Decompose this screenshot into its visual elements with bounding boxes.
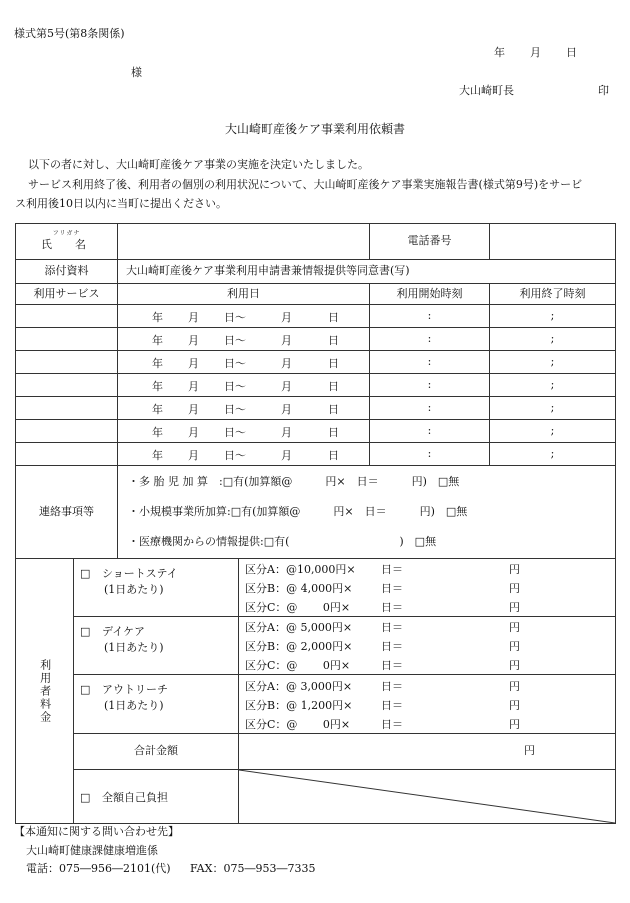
date-unit: 年 [152,334,163,347]
usage-row [16,374,616,397]
date-unit: 月 [281,426,292,439]
start-time-field[interactable]: : [370,443,490,466]
usage-row [16,328,616,351]
fee-row[interactable] [239,695,615,714]
date-unit: 月 [281,311,292,324]
fee-class: 区分B：@ 4,000円× [245,582,353,595]
fee-days: 日＝ [381,640,403,653]
contact-row [16,466,616,559]
fee-yen: 円 [509,563,520,576]
fee-yen: 円 [509,717,520,731]
service-unit: (1日あたり) [104,583,164,596]
attachment-label: 添付資料 [16,260,118,284]
furigana-label: フリガナ [52,230,81,238]
crossed-out-cell [239,770,616,824]
attachment-value: 大山崎町産後ケア事業利用申請書兼情報提供等同意書(写) [118,260,616,284]
date-unit: 年 [152,357,163,370]
fee-label: 利用者料金 [38,658,52,724]
usage-row [16,305,616,328]
fee-class: 区分A：@ 5,000円× [245,621,353,634]
fee-days: 日＝ [381,582,403,595]
usage-row [16,420,616,443]
start-time-field[interactable]: : [370,305,490,328]
total-amount-field[interactable]: 円 [239,734,616,770]
date-unit: 月 [188,380,199,393]
fee-days: 日＝ [381,621,403,634]
fee-yen: 円 [509,659,520,672]
date-unit: 日 [328,426,339,439]
usage-service-field[interactable] [16,351,118,374]
usage-date-field[interactable] [118,351,370,374]
date-unit: 日～ [224,403,246,416]
date-month: 月 [530,46,541,59]
usage-date-field[interactable] [118,374,370,397]
fee-class: 区分A：@10,000円× [245,563,356,576]
date-unit: 月 [281,357,292,370]
name-label: 氏 名 [41,238,92,252]
addressee-suffix: 様 [131,66,142,79]
date-unit: 月 [188,403,199,416]
contact-department: 大山崎町健康課健康増進係 [26,844,158,857]
fee-label-cell [16,559,74,824]
date-unit: 日 [328,449,339,462]
service-unit: (1日あたり) [104,641,164,654]
contact-heading: 【本通知に関する問い合わせ先】 [14,825,179,838]
fee-row[interactable] [239,676,615,695]
fee-service-row [16,617,616,675]
checkbox-icon[interactable]: □ [80,791,91,804]
fee-days: 日＝ [381,698,403,712]
date-unit: 月 [188,334,199,347]
date-unit: 年 [152,403,163,416]
fee-row[interactable] [239,617,615,636]
date-unit: 月 [188,311,199,324]
request-form-table [15,223,616,824]
checkbox-icon[interactable]: □ [80,625,91,638]
date-unit: 月 [281,334,292,347]
phone-label: 電話番号 [370,224,490,260]
column-header-service: 利用サービス [16,284,118,305]
column-header-date: 利用日 [118,284,370,305]
column-header-end-time: 利用終了時刻 [490,284,616,305]
fee-yen: 円 [509,601,520,614]
name-label-cell [16,224,118,260]
fee-row[interactable] [239,559,615,578]
date-unit: 日～ [224,357,246,370]
date-unit: 日～ [224,449,246,462]
date-unit: 日 [328,403,339,416]
contact-item[interactable]: ・医療機関からの情報提供:□有( ) □無 [128,535,437,548]
fee-service-row [16,675,616,734]
checkbox-icon[interactable]: □ [80,683,91,696]
self-pay-option[interactable] [74,770,239,824]
start-time-field[interactable]: : [370,420,490,443]
fee-class: 区分A：@ 3,000円× [245,679,353,693]
date-unit: 日～ [224,311,246,324]
name-field[interactable] [118,224,370,260]
self-pay-row [16,770,616,824]
date-unit: 日 [328,334,339,347]
fee-row[interactable] [239,655,615,674]
document-title: 大山崎町産後ケア事業利用依頼書 [224,122,405,136]
fee-breakdown [239,675,616,734]
self-pay-label: 全額自己負担 [102,791,168,804]
date-unit: 年 [152,380,163,393]
usage-service-field[interactable] [16,374,118,397]
service-option[interactable] [74,617,239,675]
usage-service-field[interactable] [16,420,118,443]
contact-item[interactable]: ・小規模事業所加算:□有(加算額@ 円× 日＝ 円) □無 [128,505,468,518]
date-unit: 月 [281,403,292,416]
contact-phone: 電話：075―956―2101(代) [26,862,171,875]
contact-label: 連絡事項等 [16,466,118,559]
seal-mark: 印 [598,84,609,97]
usage-date-field[interactable] [118,420,370,443]
date-unit: 年 [152,426,163,439]
date-unit: 日～ [224,426,246,439]
date-day: 日 [566,46,577,59]
checkbox-icon[interactable]: □ [80,567,91,580]
fee-class: 区分C：@ 0円× [245,659,351,672]
body-paragraph-3: ス利用後10日以内に当町に提出ください。 [15,197,227,210]
date-unit: 日 [328,380,339,393]
body-paragraph-2: サービス利用終了後、利用者の個別の利用状況について、大山崎町産後ケア事業実施報告書(様式第9号)をサービ [28,178,583,191]
end-time-field[interactable]: ; [490,397,616,420]
start-time-field[interactable]: : [370,351,490,374]
contact-items [118,466,616,559]
usage-date-field[interactable] [118,305,370,328]
date-unit: 月 [281,380,292,393]
date-unit: 日～ [224,380,246,393]
date-unit: 月 [281,449,292,462]
fee-yen: 円 [509,640,520,653]
date-unit: 日 [328,311,339,324]
column-header-start-time: 利用開始時刻 [370,284,490,305]
fee-service-row [16,559,616,617]
end-time-field[interactable]: ; [490,328,616,351]
fee-days: 日＝ [381,679,403,693]
contact-item[interactable]: ・多 胎 児 加 算 :□有(加算額@ 円× 日＝ 円) □無 [128,475,460,488]
fee-class: 区分C：@ 0円× [245,717,351,731]
service-option[interactable] [74,559,239,617]
service-name: アウトリーチ [102,683,168,696]
end-time-field[interactable]: ; [490,420,616,443]
end-time-field[interactable]: ; [490,443,616,466]
fee-yen: 円 [509,582,520,595]
date-unit: 月 [188,426,199,439]
total-row [16,734,616,770]
date-unit: 年 [152,449,163,462]
start-time-field[interactable]: : [370,374,490,397]
fee-breakdown [239,617,616,675]
fee-yen: 円 [509,698,520,712]
end-time-field[interactable]: ; [490,374,616,397]
phone-field[interactable] [490,224,616,260]
date-year: 年 [494,46,505,59]
start-time-field[interactable]: : [370,397,490,420]
fee-yen: 円 [509,679,520,693]
date-unit: 月 [188,449,199,462]
service-name: デイケア [102,625,146,638]
usage-date-field[interactable] [118,397,370,420]
date-unit: 日 [328,357,339,370]
fee-class: 区分C：@ 0円× [245,601,351,614]
date-unit: 月 [188,357,199,370]
end-time-field[interactable]: ; [490,305,616,328]
usage-row [16,443,616,466]
diagonal-line [239,770,615,823]
date-unit: 年 [152,311,163,324]
fee-class: 区分B：@ 2,000円× [245,640,353,653]
usage-date-field[interactable] [118,328,370,351]
service-name: ショートステイ [102,567,178,580]
date-unit: 日～ [224,334,246,347]
contact-fax: FAX：075―953―7335 [190,862,316,875]
fee-row[interactable] [239,578,615,597]
form-number: 様式第5号(第8条関係) [14,27,125,40]
usage-service-field[interactable] [16,443,118,466]
fee-row[interactable] [239,714,615,733]
fee-days: 日＝ [381,717,403,731]
end-time-field[interactable]: ; [490,351,616,374]
fee-days: 日＝ [381,601,403,614]
usage-row [16,397,616,420]
service-option[interactable] [74,675,239,734]
fee-days: 日＝ [381,659,403,672]
usage-service-field[interactable] [16,305,118,328]
usage-date-field[interactable] [118,443,370,466]
service-unit: (1日あたり) [104,699,164,712]
usage-service-field[interactable] [16,397,118,420]
fee-class: 区分B：@ 1,200円× [245,698,353,712]
fee-row[interactable] [239,636,615,655]
total-label: 合計金額 [74,734,239,770]
issuer: 大山崎町長 [459,84,514,97]
fee-row[interactable] [239,597,615,616]
usage-row [16,351,616,374]
usage-service-field[interactable] [16,328,118,351]
fee-breakdown [239,559,616,617]
fee-yen: 円 [509,621,520,634]
start-time-field[interactable]: : [370,328,490,351]
body-paragraph-1: 以下の者に対し、大山崎町産後ケア事業の実施を決定いたしました。 [28,158,369,171]
fee-days: 日＝ [381,563,403,576]
